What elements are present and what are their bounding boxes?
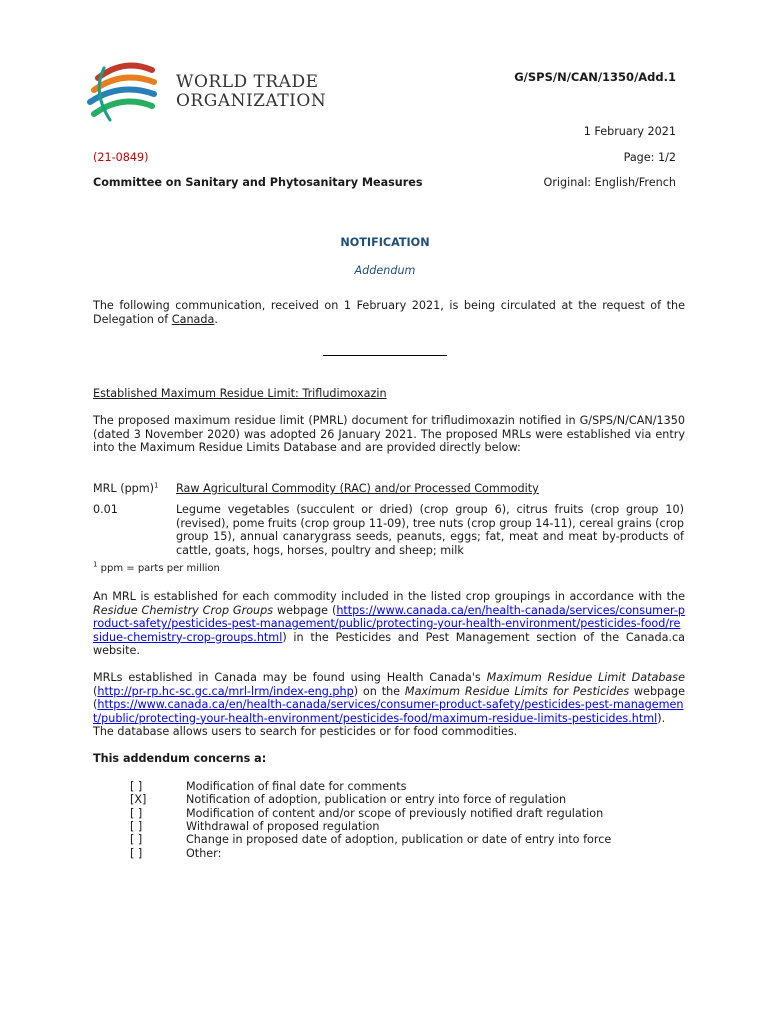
concern-label: Other:: [186, 846, 222, 860]
concern-label: Notification of adoption, publication or entry into force of regulation: [186, 793, 567, 806]
para3-text-b: (: [93, 684, 98, 698]
para3-text-d: webpage (: [93, 684, 685, 711]
checkbox: [ ]: [130, 833, 143, 846]
mrl-header-footnote-ref: 1: [154, 481, 159, 490]
concern-item: [0, 833, 770, 847]
concern-item: [0, 847, 770, 861]
para2-text-b: webpage (: [273, 603, 337, 617]
intro-text: The following communication, received on 1 February 2021, is being circulated at the request of the Delegation of: [93, 299, 685, 326]
para3-italic-2: Maximum Residue Limits for Pesticides: [404, 684, 630, 698]
separator-rule: [323, 355, 447, 356]
reference-number: (21-0849): [93, 151, 149, 164]
intro-paragraph: [93, 299, 685, 326]
footnote: [93, 560, 220, 574]
crop-groups-link[interactable]: https://www.canada.ca/en/health-canada/services/consumer-product-safety/pesticides-pest-management/public/protecting-your-health-environment/pesticides-food/residue-chemistry-crop-groups.html: [93, 603, 685, 644]
mrl-database-link[interactable]: http://pr-rp.hc-sc.gc.ca/mrl-lrm/index-eng.php: [97, 684, 354, 698]
original-language: Original: English/French: [543, 176, 676, 189]
org-name: [176, 73, 326, 111]
intro-country: Canada: [171, 312, 215, 326]
concern-item: [0, 820, 770, 834]
checkbox: [ ]: [130, 806, 143, 820]
para2-text-a: An MRL is established for each commodity included in the listed crop groupings in accordance with the: [93, 590, 685, 603]
footnote-marker: 1: [93, 560, 98, 569]
mrl-database-paragraph: [93, 671, 685, 739]
wto-emblem-icon: [84, 56, 174, 126]
mrl-header-label: MRL (ppm): [93, 482, 155, 495]
concern-label: Withdrawal of proposed regulation: [186, 820, 380, 833]
checkbox: [ ]: [130, 820, 143, 833]
adoption-paragraph: The proposed maximum residue limit (PMRL) document for trifludimoxazin notified in G/SPS/N/CAN/1350 (dated 3 November 2020) was adopted 26 January 2021. The proposed MRLs were established via entry into the Maximum Residue Limits Database and are provided directly below:: [93, 414, 685, 454]
committee-name: Committee on Sanitary and Phytosanitary Measures: [93, 176, 423, 189]
para3-text-c: ) on the: [353, 684, 405, 698]
concern-item: [0, 793, 770, 807]
org-name-line1: WORLD TRADE: [176, 72, 319, 92]
org-name-line2: ORGANIZATION: [176, 91, 327, 111]
para2-text-c: ) in the Pesticides and Pest Management section of the Canada.ca website.: [93, 630, 685, 657]
concern-label: Change in proposed date of adoption, publication or date of entry into force: [186, 833, 612, 846]
para3-italic-1: Maximum Residue Limit Database: [486, 671, 685, 684]
mrl-value: 0.01: [93, 503, 118, 516]
mrl-pesticides-link[interactable]: https://www.canada.ca/en/health-canada/services/consumer-product-safety/pesticides-pest-management/public/protecting-your-health-environment/pesticides-food/maximum-residue-limits-pesticides.html: [93, 698, 684, 725]
concern-item: [0, 807, 770, 821]
section-heading: Established Maximum Residue Limit: Trifludimoxazin: [93, 387, 387, 400]
mrl-column-header: [93, 482, 159, 495]
footnote-text: ppm = parts per million: [100, 563, 220, 574]
addendum-concerns-heading: This addendum concerns a:: [93, 752, 267, 765]
commodity-column-header: Raw Agricultural Commodity (RAC) and/or Processed Commodity: [176, 482, 539, 495]
checkbox-checked: [X]: [130, 793, 147, 806]
document-date: 1 February 2021: [583, 125, 676, 138]
concern-label: Modification of final date for comments: [186, 780, 407, 793]
page-number: Page: 1/2: [623, 151, 676, 164]
para3-text-e: ). The database allows users to search for pesticides or for food commodities.: [93, 711, 666, 738]
checkbox: [ ]: [130, 846, 143, 860]
concern-label: Modification of content and/or scope of previously notified draft regulation: [186, 806, 604, 820]
document-number: G/SPS/N/CAN/1350/Add.1: [514, 70, 676, 84]
para3-text-a: MRLs established in Canada may be found using Health Canada's: [93, 671, 487, 684]
intro-end: .: [214, 312, 218, 326]
crop-groups-paragraph: [93, 590, 685, 658]
commodity-list: Legume vegetables (succulent or dried) (crop group 6), citrus fruits (crop group 10) (revised), pome fruits (crop group 11-09), tree nuts (crop group 14-11), cereal grains (crop group 15), annual canarygrass seeds, peanuts, eggs; fat, meat and meat by-products of cattle, goats, hogs, horses, poultry and sheep; milk: [176, 503, 684, 557]
para2-italic: Residue Chemistry Crop Groups: [93, 603, 274, 617]
notification-title: NOTIFICATION: [340, 236, 430, 249]
addendum-subtitle: Addendum: [354, 264, 416, 277]
checkbox: [ ]: [130, 780, 143, 793]
concern-item: [0, 780, 770, 794]
